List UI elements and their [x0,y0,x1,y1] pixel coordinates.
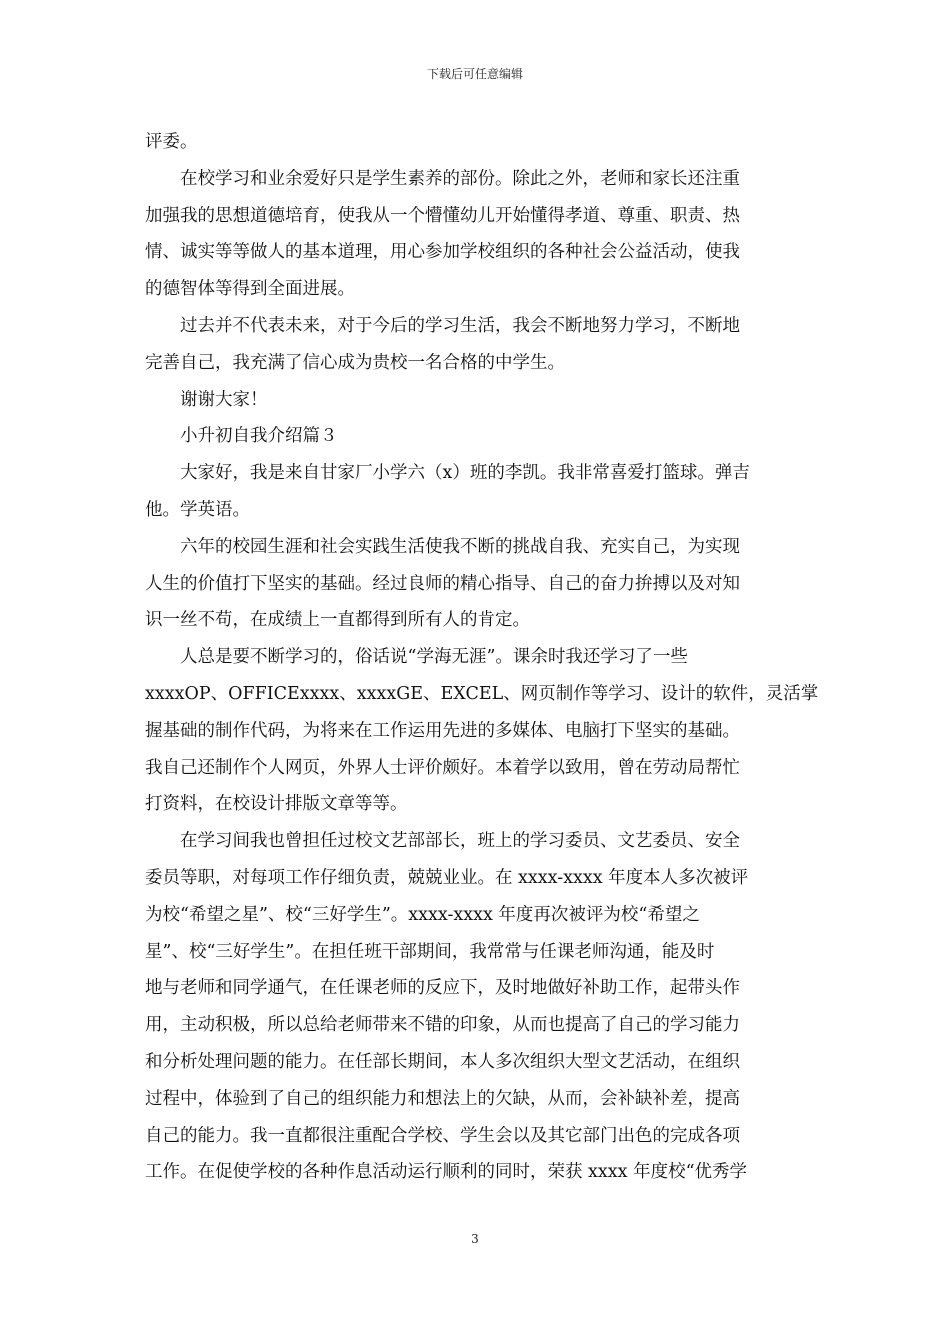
text-line: 和分析处理问题的能力。在任部长期间，本人多次组织大型文艺活动，在组织 [145,1051,740,1072]
text-line: 小升初自我介绍篇３ [180,426,338,447]
text-line: 识一丝不苟，在成绩上一直都得到所有人的肯定。 [145,610,530,631]
text-line: 星”、校“三好学生”。在担任班干部期间，我常常与任课老师沟通，能及时 [145,941,715,962]
text-line: 在校学习和业余爱好只是学生素养的部份。除此之外，老师和家长还注重 [180,168,740,189]
paragraph [145,124,805,161]
paragraph [145,418,805,455]
text-line: 的德智体等得到全面进展。 [145,279,355,300]
paragraph [145,639,819,823]
paragraph [145,455,805,529]
paragraph [145,382,805,419]
text-line: 人总是要不断学习的，俗话说“学海无涯”。课余时我还学习了一些 [180,647,688,668]
text-line: 我自己还制作个人网页，外界人士评价颇好。本着学以致用，曾在劳动局帮忙 [145,757,740,778]
text-line: 在学习间我也曾担任过校文艺部部长，班上的学习委员、文艺委员、安全 [180,831,740,852]
text-line: 评委。 [145,132,198,152]
text-line: 情、诚实等等做人的基本道理，用心参加学校组织的各种社会公益活动，使我 [145,242,740,263]
text-line: 人生的价值打下坚实的基础。经过良师的精心指导、自己的奋力拚搏以及对知 [145,573,740,594]
text-line: 委员等职，对每项工作仔细负责，兢兢业业。在 xxxx-xxxx 年度本人多次被评 [145,867,749,888]
paragraph [145,529,805,639]
paragraph [145,308,805,382]
text-line: 他。学英语。 [145,499,250,520]
text-line: 打资料，在校设计排版文章等等。 [145,794,408,815]
text-line: 谢谢大家！ [180,389,268,410]
text-line: 加强我的思想道德培育，使我从一个懵懂幼儿开始懂得孝道、尊重、职责、热 [145,205,740,226]
paragraph [145,823,805,1191]
text-line: 完善自己，我充满了信心成为贵校一名合格的中学生。 [145,352,565,373]
text-line: 工作。在促使学校的各种作息活动运行顺利的同时，荣获 xxxx 年度校“优秀学 [145,1162,748,1183]
text-line: 握基础的制作代码，为将来在工作运用先进的多媒体、电脑打下坚实的基础。 [145,720,740,741]
text-line: 过去并不代表未来，对于今后的学习生活，我会不断地努力学习，不断地 [180,315,740,336]
text-line: 用，主动积极，所以总给老师带来不错的印象，从而也提高了自己的学习能力 [145,1015,740,1036]
text-line: 地与老师和同学通气，在任课老师的反应下，及时地做好补助工作，起带头作 [145,978,740,999]
page-number: 3 [471,1232,479,1246]
text-line: 过程中，体验到了自己的组织能力和想法上的欠缺，从而，会补缺补差，提高 [145,1088,740,1109]
paragraph [145,161,805,308]
document-body [145,124,819,1191]
text-line: 大家好，我是来自甘家厂小学六（x）班的李凯。我非常喜爱打篮球。弹吉 [180,463,750,484]
text-line: 为校“希望之星”、校“三好学生”。xxxx-xxxx 年度再次被评为校“希望之 [145,904,700,925]
page-header: 下载后可任意编辑 [426,67,523,81]
text-line: xxxxOP、OFFICExxxx、xxxxGE、EXCEL、网页制作等学习、设计的软件，灵活掌 [145,683,819,704]
text-line: 自己的能力。我一直都很注重配合学校、学生会以及其它部门出色的完成各项 [145,1125,740,1146]
text-line: 六年的校园生涯和社会实践生活使我不断的挑战自我、充实自己，为实现 [180,536,740,557]
